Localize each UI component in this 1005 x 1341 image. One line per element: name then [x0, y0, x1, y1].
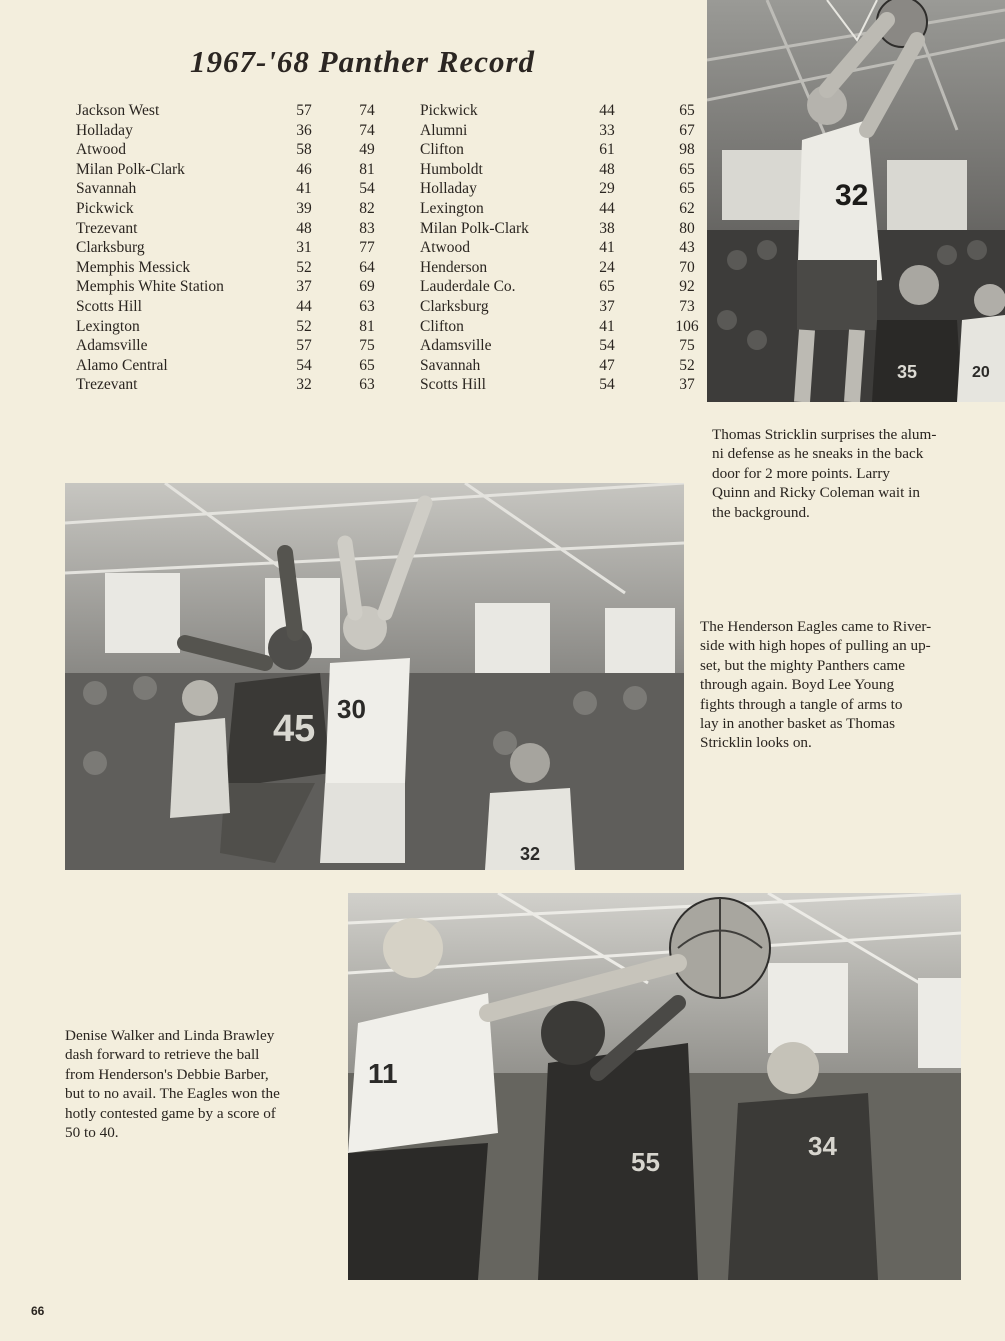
page-number: 66	[31, 1304, 45, 1318]
panther-score: 65	[679, 102, 695, 119]
record-table-left	[76, 101, 396, 395]
opponent-name: Savannah	[76, 180, 137, 198]
caption-line: fights through a tangle of arms to	[700, 695, 903, 713]
opponent-name: Clifton	[420, 317, 464, 335]
record-row	[420, 336, 710, 356]
opponent-name: Alumni	[420, 121, 468, 139]
caption-line: the background.	[712, 503, 810, 521]
jersey-number: 34	[808, 1131, 837, 1161]
opponent-name: Adamsville	[76, 337, 148, 355]
record-row	[76, 375, 396, 395]
caption-line: set, but the mighty Panthers came	[700, 656, 905, 674]
panther-score: 70	[679, 258, 695, 276]
record-row	[76, 219, 396, 239]
jersey-number: 20	[972, 364, 990, 381]
record-row	[76, 199, 396, 219]
opponent-name: Alamo Central	[76, 356, 168, 374]
opponent-name: Lexington	[76, 317, 140, 335]
opponent-name: Memphis Messick	[76, 258, 191, 276]
panther-score: 65	[679, 180, 695, 198]
opponent-score: 44	[296, 297, 312, 315]
record-row	[76, 277, 396, 297]
record-table-right	[420, 101, 710, 395]
opponent-score: 65	[599, 278, 615, 296]
record-row	[420, 179, 710, 199]
opponent-name: Trezevant	[76, 219, 138, 237]
photo-stricklin-layup	[707, 0, 1005, 402]
record-row	[420, 101, 710, 121]
opponent-score: 48	[296, 219, 312, 237]
opponent-score: 52	[296, 258, 312, 276]
opponent-name: Henderson	[420, 258, 488, 276]
caption-line: Stricklin looks on.	[700, 734, 812, 752]
opponent-score: 32	[296, 376, 312, 394]
caption-line: but to no avail. The Eagles won the	[65, 1085, 280, 1103]
panther-score: 82	[359, 199, 375, 217]
opponent-name: Adamsville	[420, 337, 492, 355]
record-row	[76, 101, 396, 121]
opponent-name: Humboldt	[420, 160, 483, 178]
record-row	[420, 238, 710, 258]
caption-line: The Henderson Eagles came to River-	[700, 618, 932, 635]
record-row	[420, 297, 710, 317]
panther-score: 62	[679, 199, 695, 217]
opponent-name: Pickwick	[420, 102, 478, 119]
panther-score: 54	[359, 180, 375, 198]
opponent-name: Clarksburg	[76, 239, 145, 257]
panther-score: 75	[679, 337, 695, 355]
opponent-name: Jackson West	[76, 102, 160, 119]
opponent-name: Milan Polk-Clark	[420, 219, 529, 237]
panther-score: 64	[359, 258, 375, 276]
opponent-score: 36	[296, 121, 312, 139]
opponent-score: 37	[599, 297, 615, 315]
record-row	[76, 140, 396, 160]
record-row	[420, 375, 710, 395]
opponent-name: Clifton	[420, 141, 464, 159]
record-row	[76, 336, 396, 356]
opponent-score: 33	[599, 121, 615, 139]
caption-line: hotly contested game by a score of	[65, 1104, 276, 1122]
opponent-score: 37	[296, 278, 312, 296]
opponent-score: 31	[296, 239, 312, 257]
opponent-score: 39	[296, 199, 312, 217]
caption-line: 50 to 40.	[65, 1124, 119, 1142]
opponent-name: Scotts Hill	[420, 376, 486, 394]
record-row	[420, 258, 710, 278]
opponent-score: 44	[599, 199, 615, 217]
opponent-score: 46	[296, 160, 312, 178]
record-row	[420, 199, 710, 219]
record-row	[76, 160, 396, 180]
opponent-name: Trezevant	[76, 376, 138, 394]
opponent-score: 41	[599, 239, 615, 257]
opponent-score: 48	[599, 160, 615, 178]
jersey-number: 35	[897, 362, 918, 382]
opponent-name: Savannah	[420, 356, 481, 374]
caption-line: from Henderson's Debbie Barber,	[65, 1065, 269, 1083]
record-row	[76, 258, 396, 278]
caption-line: Denise Walker and Linda Brawley	[65, 1027, 275, 1044]
opponent-score: 47	[599, 356, 615, 374]
photo-henderson-eagles-game	[65, 483, 684, 870]
opponent-name: Holladay	[76, 121, 133, 139]
opponent-name: Lexington	[420, 199, 484, 217]
opponent-name: Clarksburg	[420, 297, 489, 315]
record-row	[420, 121, 710, 141]
record-row	[420, 160, 710, 180]
record-row	[420, 140, 710, 160]
caption-henderson-eagles	[700, 617, 980, 753]
panther-score: 65	[359, 356, 375, 374]
jersey-number: 55	[631, 1147, 660, 1177]
opponent-score: 52	[296, 317, 312, 335]
panther-score: 63	[359, 297, 375, 315]
record-row	[76, 238, 396, 258]
jersey-number: 45	[273, 708, 316, 750]
opponent-score: 41	[296, 180, 312, 198]
panther-score: 67	[679, 121, 695, 139]
caption-stricklin	[712, 425, 987, 522]
page-title: 1967-'68 Panther Record	[190, 44, 536, 79]
record-row	[76, 121, 396, 141]
photo-girls-game	[348, 893, 961, 1280]
opponent-score: 61	[599, 141, 615, 159]
panther-score: 49	[359, 141, 375, 159]
panther-score: 81	[359, 317, 375, 335]
opponent-score: 41	[599, 317, 615, 335]
record-row	[76, 317, 396, 337]
panther-score: 106	[675, 317, 699, 335]
caption-line: ni defense as he sneaks in the back	[712, 445, 924, 463]
caption-line: dash forward to retrieve the ball	[65, 1046, 260, 1064]
jersey-number: 32	[835, 179, 869, 212]
panther-score: 73	[679, 297, 695, 315]
opponent-name: Holladay	[420, 180, 477, 198]
caption-line: side with high hopes of pulling an up-	[700, 637, 931, 655]
opponent-score: 24	[599, 258, 615, 276]
panther-score: 74	[359, 121, 375, 139]
caption-line: through again. Boyd Lee Young	[700, 676, 895, 694]
panther-score: 74	[359, 102, 375, 119]
jersey-number: 32	[520, 844, 541, 864]
opponent-score: 38	[599, 219, 615, 237]
opponent-score: 57	[296, 102, 312, 119]
record-row	[420, 277, 710, 297]
jersey-number: 30	[337, 694, 366, 724]
panther-score: 37	[679, 376, 695, 394]
panther-score: 69	[359, 278, 375, 296]
opponent-score: 29	[599, 180, 615, 198]
panther-score: 92	[679, 278, 695, 296]
opponent-name: Pickwick	[76, 199, 134, 217]
opponent-score: 54	[296, 356, 312, 374]
opponent-name: Lauderdale Co.	[420, 278, 516, 296]
record-row	[76, 179, 396, 199]
caption-denise-walker	[65, 1026, 340, 1142]
opponent-score: 58	[296, 141, 312, 159]
caption-line: Quinn and Ricky Coleman wait in	[712, 484, 920, 502]
panther-score: 98	[679, 141, 695, 159]
opponent-name: Atwood	[420, 239, 470, 257]
panther-score: 83	[359, 219, 375, 237]
opponent-score: 54	[599, 337, 615, 355]
caption-line: door for 2 more points. Larry	[712, 464, 890, 482]
caption-line: Thomas Stricklin surprises the alum-	[712, 426, 937, 443]
panther-score: 80	[679, 219, 695, 237]
opponent-name: Atwood	[76, 141, 126, 159]
panther-score: 77	[359, 239, 375, 257]
opponent-score: 44	[599, 102, 615, 119]
panther-score: 81	[359, 160, 375, 178]
opponent-name: Milan Polk-Clark	[76, 160, 185, 178]
record-row	[76, 297, 396, 317]
record-row	[76, 356, 396, 376]
caption-line: lay in another basket as Thomas	[700, 715, 895, 733]
panther-score: 65	[679, 160, 695, 178]
panther-score: 75	[359, 337, 375, 355]
record-row	[420, 317, 710, 337]
opponent-name: Scotts Hill	[76, 297, 142, 315]
opponent-name: Memphis White Station	[76, 278, 224, 296]
record-row	[420, 356, 710, 376]
opponent-score: 57	[296, 337, 312, 355]
panther-score: 43	[679, 239, 695, 257]
panther-score: 63	[359, 376, 375, 394]
opponent-score: 54	[599, 376, 615, 394]
record-row	[420, 219, 710, 239]
panther-score: 52	[679, 356, 695, 374]
jersey-number: 11	[368, 1058, 398, 1089]
